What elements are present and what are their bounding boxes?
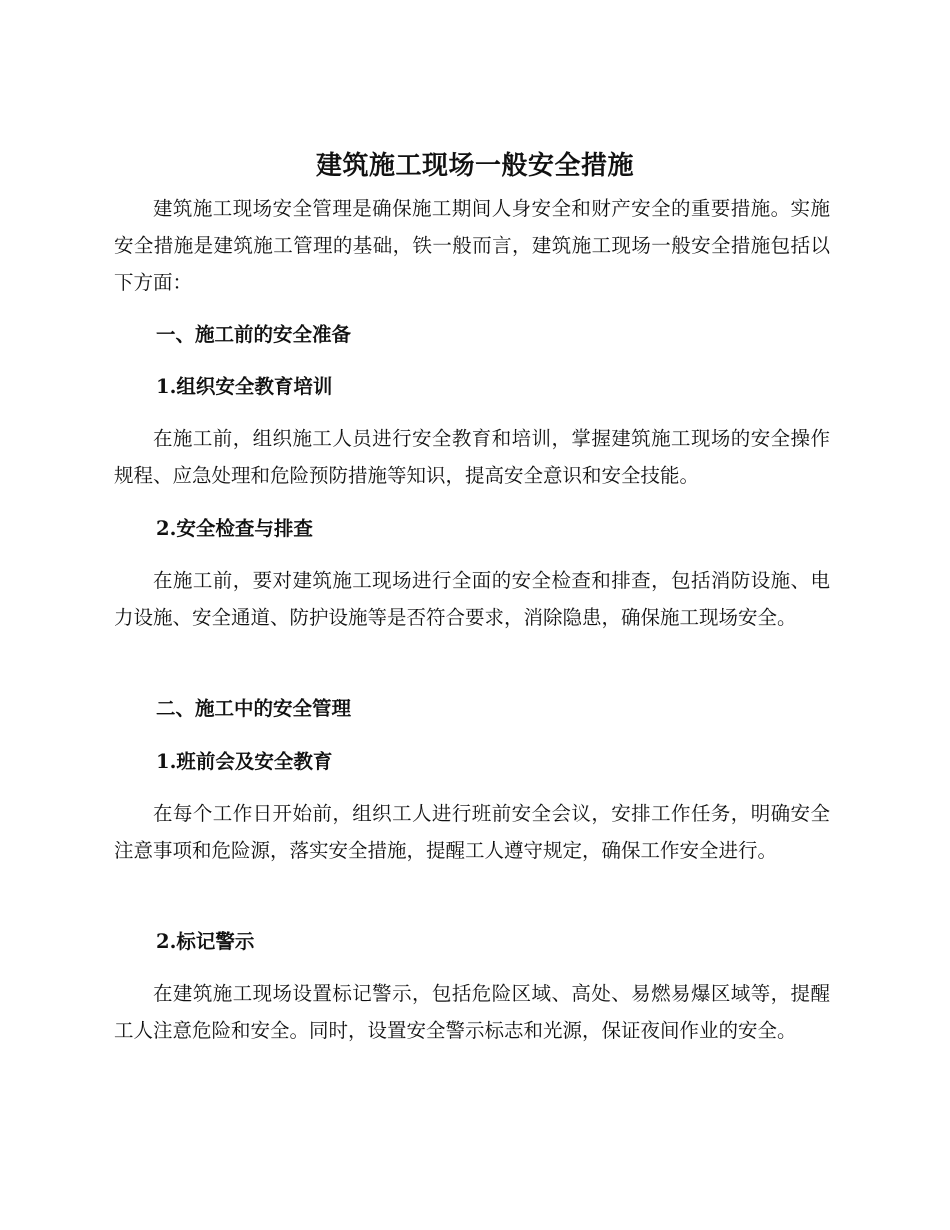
subsection-heading-1-2: 2.安全检查与排查 xyxy=(156,517,313,540)
section-heading-1: 一、施工前的安全准备 xyxy=(156,323,352,346)
subsection-heading-2-1: 1.班前会及安全教育 xyxy=(156,750,333,773)
document-title: 建筑施工现场一般安全措施 xyxy=(315,151,634,181)
subsection-paragraph-1-1: 在施工前，组织施工人员进行安全教育和培训，掌握建筑施工现场的安全操作规程、应急处理和危险预防措施等知识，提高安全意识和安全技能。 xyxy=(114,427,830,487)
subsection-paragraph-1-2: 在施工前，要对建筑施工现场进行全面的安全检查和排查，包括消防设施、电力设施、安全通道、防护设施等是否符合要求，消除隐患，确保施工现场安全。 xyxy=(114,569,830,629)
subsection-heading-2-2: 2.标记警示 xyxy=(156,930,255,953)
section-heading-2: 二、施工中的安全管理 xyxy=(156,697,352,720)
intro-paragraph: 建筑施工现场安全管理是确保施工期间人身安全和财产安全的重要措施。实施安全措施是建筑施工管理的基础，铁一般而言，建筑施工现场一般安全措施包括以下方面： xyxy=(114,197,830,294)
subsection-paragraph-2-1: 在每个工作日开始前，组织工人进行班前安全会议，安排工作任务，明确安全注意事项和危险源，落实安全措施，提醒工人遵守规定，确保工作安全进行。 xyxy=(114,802,830,862)
subsection-paragraph-2-2: 在建筑施工现场设置标记警示，包括危险区域、高处、易燃易爆区域等，提醒工人注意危险和安全。同时，设置安全警示标志和光源，保证夜间作业的安全。 xyxy=(114,982,830,1042)
subsection-heading-1-1: 1.组织安全教育培训 xyxy=(156,375,333,398)
